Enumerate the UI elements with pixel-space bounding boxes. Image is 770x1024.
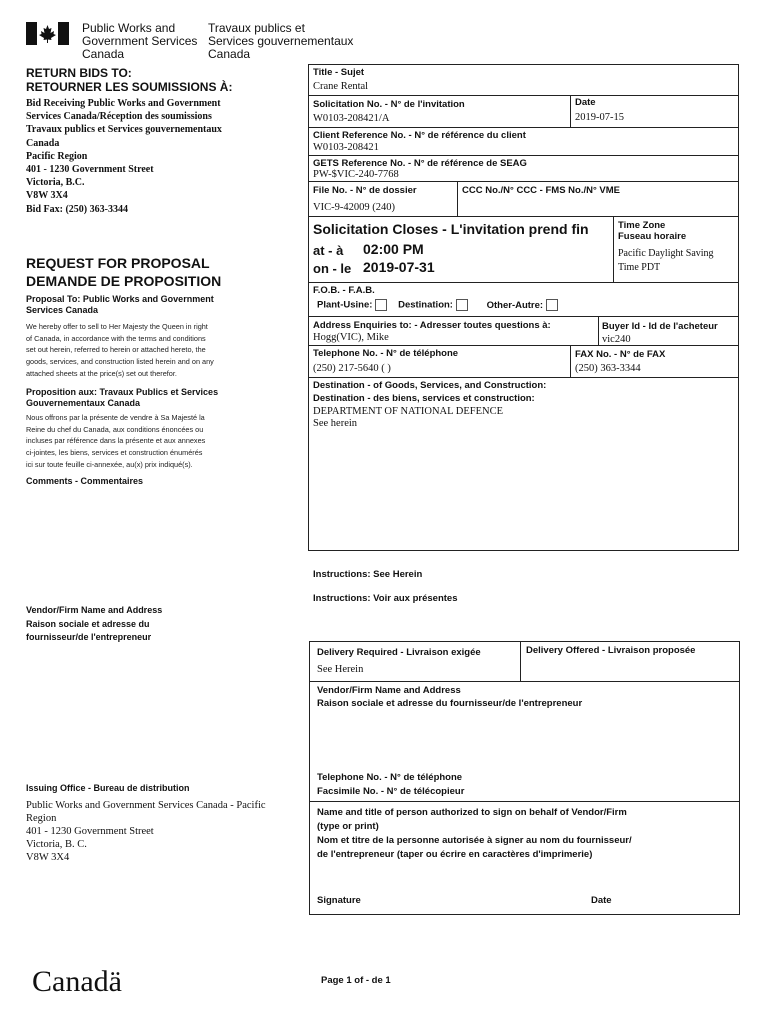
department-name-fr: Travaux publics et Services gouvernementaux Canada bbox=[208, 21, 354, 61]
vendor-name-address-field-label: Vendor/Firm Name and Address Raison sociale et adresse du fournisseur/de l'entrepreneur bbox=[317, 685, 583, 709]
fax-value: (250) 363-3344 bbox=[575, 363, 641, 374]
delivery-offered-label: Delivery Offered - Livraison proposée bbox=[526, 645, 696, 656]
title-label: Title - Sujet bbox=[313, 67, 365, 78]
department-name-en: Public Works and Government Services Canada bbox=[82, 21, 198, 61]
destination-goods-value: DEPARTMENT OF NATIONAL DEFENCE See herein bbox=[313, 406, 504, 429]
time-zone-value: Pacific Daylight Saving Time PDT bbox=[618, 248, 714, 273]
address-enquiries-value: Hogg(VIC), Mike bbox=[313, 332, 389, 343]
file-no-label: File No. - N° de dossier bbox=[313, 185, 417, 196]
buyer-id-value: vic240 bbox=[602, 334, 631, 345]
proposal-to-en: Proposal To: Public Works and Government Services Canada bbox=[26, 294, 214, 315]
buyer-id-label: Buyer Id - Id de l'acheteur bbox=[602, 321, 718, 332]
other-label: Other-Autre: bbox=[486, 299, 544, 311]
signature-date-label: Date bbox=[591, 895, 612, 906]
authorized-person-label: Name and title of person authorized to sign on behalf of Vendor/Firm (type or print) Nom et titre de la personne autorisée à signer au nom du fournisseur/ de l'entrepreneur (taper ou écrire en caractères d'imprimerie) bbox=[317, 807, 632, 860]
telephone-value: (250) 217-5640 ( ) bbox=[313, 363, 391, 374]
ccc-no-label: CCC No./N° CCC - FMS No./N° VME bbox=[462, 185, 621, 196]
client-reference-label: Client Reference No. - N° de référence du client bbox=[313, 130, 526, 141]
fob-options bbox=[317, 299, 566, 311]
fob-label: F.O.B. - F.A.B. bbox=[313, 285, 375, 296]
destination-checkbox[interactable] bbox=[456, 299, 468, 311]
offer-text-en: We hereby offer to sell to Her Majesty the Queen in right of Canada, in accordance with the terms and conditions set out herein, referred to herein or attached hereto, the goods, services, and construction listed herein and on any attached sheets at the price(s) set out therefor. bbox=[26, 322, 214, 378]
time-zone-label: Time Zone Fuseau horaire bbox=[618, 220, 687, 242]
issuing-office-address: Public Works and Government Services Canada - Pacific Region 401 - 1230 Government Street Victoria, B. C. V8W 3X4 bbox=[26, 800, 266, 863]
telephone-label: Telephone No. - N° de téléphone bbox=[313, 348, 459, 359]
instructions-en: Instructions: See Herein bbox=[313, 569, 423, 580]
return-bids-title-en: RETURN BIDS TO: bbox=[26, 66, 132, 80]
title-value: Crane Rental bbox=[313, 81, 369, 92]
solicitation-no-label: Solicitation No. - N° de l'invitation bbox=[313, 99, 465, 110]
comments-label: Comments - Commentaires bbox=[26, 476, 144, 486]
date-label: Date bbox=[575, 97, 596, 108]
return-bids-address: Bid Receiving Public Works and Government Services Canada/Réception des soumissions Travaux publics et Services gouvernementaux Canada Pacific Region 401 - 1230 Government Street Victoria, B.C. V8W 3X4 Bid Fax: (250) 363-3344 bbox=[26, 98, 222, 215]
closes-date-value: 2019-07-31 bbox=[363, 259, 435, 275]
gets-reference-value: PW-$VIC-240-7768 bbox=[313, 169, 399, 180]
vendor-name-address-label: Vendor/Firm Name and Address Raison sociale et adresse du fournisseur/de l'entrepreneur bbox=[26, 605, 163, 642]
client-reference-value: W0103-208421 bbox=[313, 142, 379, 153]
signature-label: Signature bbox=[317, 895, 361, 906]
destination-label: Destination: bbox=[398, 299, 453, 311]
gets-reference-label: GETS Reference No. - N° de référence de SEAG bbox=[313, 158, 527, 169]
delivery-required-value: See Herein bbox=[317, 664, 364, 675]
offer-text-fr: Nous offrons par la présente de vendre à Sa Majesté la Reine du chef du Canada, aux conditions énoncées ou incluses par référence dans la présente et aux annexes ci-jointes, les biens, services et construction énumérés ici sur toute feuille ci-annexée, au(x) prix indiqué(s). bbox=[26, 413, 206, 469]
other-checkbox[interactable] bbox=[546, 299, 558, 311]
plant-checkbox[interactable] bbox=[375, 299, 387, 311]
canada-wordmark: Canadä bbox=[32, 965, 122, 998]
proposal-to-fr: Proposition aux: Travaux Publics et Services Gouvernementaux Canada bbox=[26, 387, 219, 408]
file-no-value: VIC-9-42009 (240) bbox=[313, 202, 395, 213]
solicitation-no-value: W0103-208421/A bbox=[313, 113, 390, 124]
telephone-facsimile-label: Telephone No. - N° de téléphone Facsimile No. - N° de télécopieur bbox=[317, 772, 465, 797]
address-enquiries-label: Address Enquiries to: - Adresser toutes questions à: bbox=[313, 320, 551, 331]
instructions-fr: Instructions: Voir aux présentes bbox=[313, 593, 458, 604]
plant-label: Plant-Usine: bbox=[317, 299, 373, 311]
solicitation-closes-title: Solicitation Closes - L'invitation prend fin bbox=[313, 221, 589, 237]
rfp-title-fr: DEMANDE DE PROPOSITION bbox=[26, 273, 222, 289]
issuing-office-label: Issuing Office - Bureau de distribution bbox=[26, 783, 190, 793]
closes-at-label: at - à bbox=[313, 243, 344, 258]
return-bids-title-fr: RETOURNER LES SOUMISSIONS À: bbox=[26, 80, 233, 94]
canada-flag-icon bbox=[26, 22, 69, 45]
rfp-title-en: REQUEST FOR PROPOSAL bbox=[26, 255, 210, 271]
fax-label: FAX No. - N° de FAX bbox=[575, 349, 666, 360]
destination-goods-label: Destination - of Goods, Services, and Construction: Destination - des biens, services et construction: bbox=[313, 380, 547, 404]
closes-time-value: 02:00 PM bbox=[363, 241, 424, 257]
delivery-required-label: Delivery Required - Livraison exigée bbox=[317, 647, 481, 658]
date-value: 2019-07-15 bbox=[575, 112, 624, 123]
closes-on-label: on - le bbox=[313, 261, 352, 276]
page-number: Page 1 of - de 1 bbox=[321, 975, 391, 986]
